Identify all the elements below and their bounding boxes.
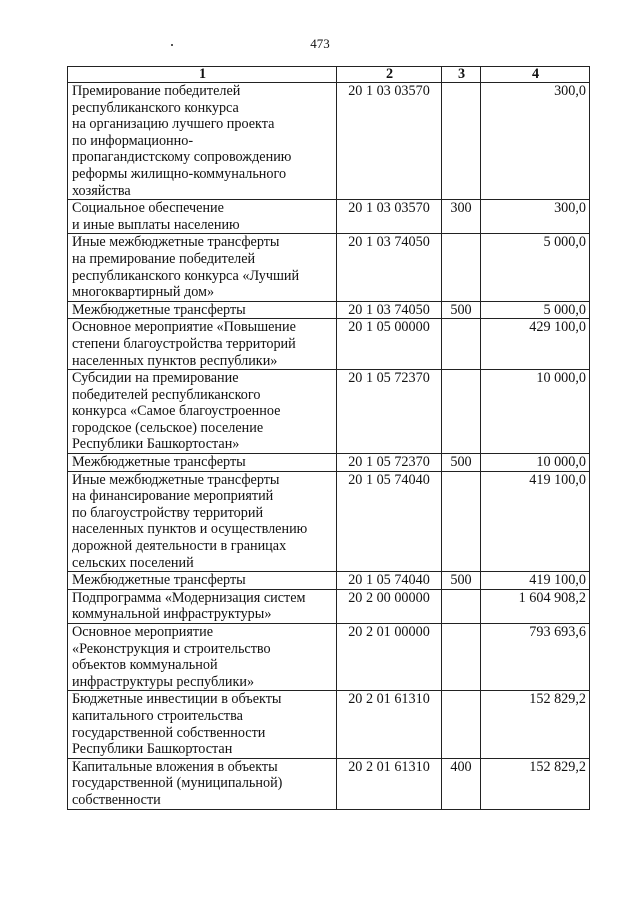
row-amount-cell: 5 000,0: [481, 301, 590, 319]
table-row: [68, 691, 590, 758]
row-code-cell: 20 2 00 00000: [337, 589, 442, 623]
header-col-3: 3: [442, 67, 481, 83]
header-col-1: 1: [68, 67, 337, 83]
header-row: [68, 67, 590, 83]
row-name-cell: Межбюджетные трансферты: [68, 301, 337, 319]
table-row: [68, 758, 590, 809]
row-amount-cell: 152 829,2: [481, 691, 590, 758]
row-amount-cell: 300,0: [481, 200, 590, 234]
row-type-cell: [442, 589, 481, 623]
row-code-cell: 20 2 01 00000: [337, 624, 442, 691]
row-code-cell: 20 1 05 00000: [337, 319, 442, 370]
row-name-cell: Межбюджетные трансферты: [68, 454, 337, 472]
row-code-cell: 20 1 05 74040: [337, 572, 442, 590]
row-name-cell: Основное мероприятие «Повышение степени благоустройства территорий населенных пунктов республики»: [68, 319, 337, 370]
row-amount-cell: 1 604 908,2: [481, 589, 590, 623]
table-row: [68, 319, 590, 370]
row-type-cell: [442, 624, 481, 691]
table-row: [68, 370, 590, 454]
scan-speck: [171, 44, 173, 46]
row-amount-cell: 300,0: [481, 83, 590, 200]
table-row: [68, 589, 590, 623]
row-name-cell: Основное мероприятие «Реконструкция и строительство объектов коммунальной инфраструктуры республики»: [68, 624, 337, 691]
row-code-cell: 20 1 03 03570: [337, 200, 442, 234]
table-row: [68, 471, 590, 572]
row-name-cell: Подпрограмма «Модернизация систем коммунальной инфраструктуры»: [68, 589, 337, 623]
row-type-cell: 500: [442, 454, 481, 472]
row-code-cell: 20 1 05 74040: [337, 471, 442, 572]
budget-table: [67, 66, 590, 810]
row-amount-cell: 152 829,2: [481, 758, 590, 809]
row-type-cell: [442, 319, 481, 370]
row-type-cell: 400: [442, 758, 481, 809]
row-name-cell: Капитальные вложения в объекты государственной (муниципальной) собственности: [68, 758, 337, 809]
row-code-cell: 20 1 05 72370: [337, 454, 442, 472]
row-type-cell: [442, 83, 481, 200]
row-name-cell: Социальное обеспечение и иные выплаты населению: [68, 200, 337, 234]
row-name-cell: Бюджетные инвестиции в объекты капитального строительства государственной собственности Республики Башкортостан: [68, 691, 337, 758]
row-code-cell: 20 1 03 03570: [337, 83, 442, 200]
row-type-cell: 300: [442, 200, 481, 234]
row-amount-cell: 419 100,0: [481, 471, 590, 572]
row-type-cell: [442, 234, 481, 301]
table-row: [68, 454, 590, 472]
table-row: [68, 301, 590, 319]
row-amount-cell: 419 100,0: [481, 572, 590, 590]
table-row: [68, 572, 590, 590]
row-type-cell: [442, 471, 481, 572]
row-code-cell: 20 1 03 74050: [337, 234, 442, 301]
row-name-cell: Иные межбюджетные трансферты на финансирование мероприятий по благоустройству территорий населенных пунктов и осуществлению дорожной деятельности в границах сельских поселений: [68, 471, 337, 572]
row-amount-cell: 10 000,0: [481, 454, 590, 472]
table-row: [68, 234, 590, 301]
table-row: [68, 624, 590, 691]
header-col-2: 2: [337, 67, 442, 83]
row-amount-cell: 5 000,0: [481, 234, 590, 301]
row-amount-cell: 793 693,6: [481, 624, 590, 691]
table-row: [68, 83, 590, 200]
row-type-cell: [442, 691, 481, 758]
page-number: 473: [310, 36, 330, 51]
row-code-cell: 20 2 01 61310: [337, 691, 442, 758]
row-code-cell: 20 1 03 74050: [337, 301, 442, 319]
row-type-cell: [442, 370, 481, 454]
row-amount-cell: 10 000,0: [481, 370, 590, 454]
row-name-cell: Межбюджетные трансферты: [68, 572, 337, 590]
row-code-cell: 20 1 05 72370: [337, 370, 442, 454]
row-type-cell: 500: [442, 301, 481, 319]
row-name-cell: Иные межбюджетные трансферты на премирование победителей республиканского конкурса «Лучший многоквартирный дом»: [68, 234, 337, 301]
table-row: [68, 200, 590, 234]
row-name-cell: Премирование победителей республиканского конкурса на организацию лучшего проекта по информационно- пропагандистскому сопровождению реформы жилищно-коммунального хозяйства: [68, 83, 337, 200]
row-amount-cell: 429 100,0: [481, 319, 590, 370]
row-name-cell: Субсидии на премирование победителей республиканского конкурса «Самое благоустроенное городское (сельское) поселение Республики Башкортостан»: [68, 370, 337, 454]
header-col-4: 4: [481, 67, 590, 83]
row-code-cell: 20 2 01 61310: [337, 758, 442, 809]
row-type-cell: 500: [442, 572, 481, 590]
